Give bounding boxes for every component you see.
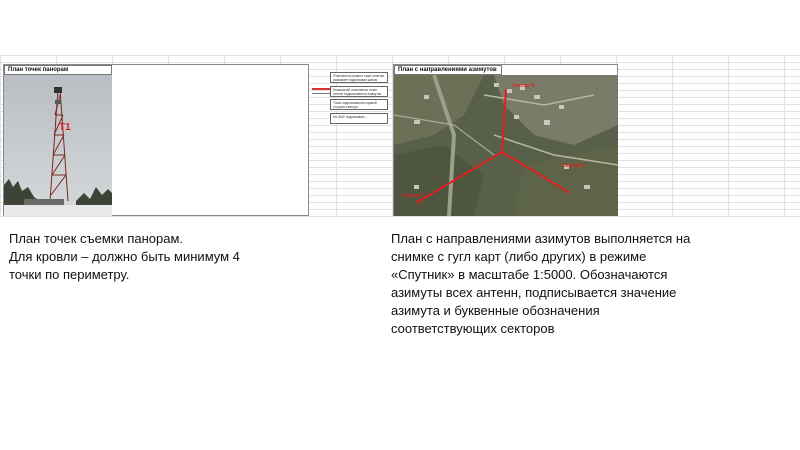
note-connector-line	[312, 93, 330, 94]
satellite-map	[394, 75, 618, 216]
azimuth-label-c: Сектор C	[402, 193, 425, 199]
panorama-panel-title: План точек панорам	[4, 65, 112, 75]
azimuth-label-b: Сектор B	[562, 163, 585, 169]
right-caption-line-6: соответствующих секторов	[391, 321, 555, 336]
satellite-map-image	[394, 75, 618, 216]
right-caption-line-4: азимуты всех антенн, подписывается значение	[391, 285, 677, 300]
right-caption	[391, 230, 791, 338]
right-caption-line-1: План с направлениями азимутов выполняется на	[391, 231, 691, 246]
left-caption	[9, 230, 309, 284]
tower-photo-image	[4, 75, 112, 216]
azimuth-label-a: Сектор A	[512, 83, 535, 89]
point-marker-label: Т1	[59, 122, 71, 133]
note-highlight-line	[312, 88, 330, 90]
azimuth-plan-panel	[393, 64, 618, 216]
note-box-3: Точки подписываются правой стороны сектора	[330, 99, 388, 110]
left-caption-line-1: План точек съемки панорам.	[9, 231, 184, 246]
right-caption-line-2: снимке с гугл карт (либо других) в режиме	[391, 249, 647, 264]
panorama-points-panel	[3, 64, 309, 216]
right-caption-line-5: азимута и буквенные обозначения	[391, 303, 600, 318]
note-box-1: Отмечается правого ниже отметки указывает подписывая шагом	[330, 72, 388, 83]
note-box-2: Немасштаб отмечается точки антенн подписывается азимутов	[330, 86, 388, 97]
left-caption-line-2: Для кровли – должно быть минимум 4	[9, 249, 240, 264]
left-caption-line-3: точки по периметру.	[9, 267, 130, 282]
azimuth-panel-title: План с направлениями азимутов	[394, 65, 502, 75]
tower-photo	[4, 75, 112, 216]
note-box-4: На АМС подписывать ...	[330, 113, 388, 124]
right-caption-line-3: «Спутник» в масштабе 1:5000. Обозначаются	[391, 267, 668, 282]
